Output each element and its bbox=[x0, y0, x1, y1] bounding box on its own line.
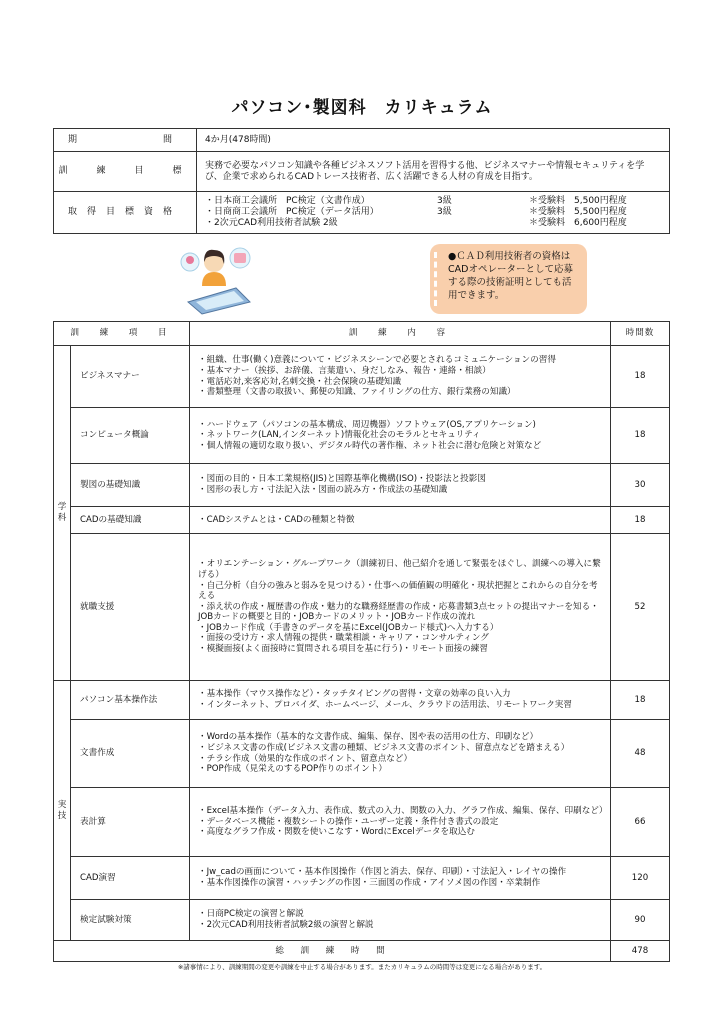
content-line: ・ネットワーク(LAN,インターネット)情報化社会のモラルとセキュリティ bbox=[198, 430, 481, 441]
subject-hours: 52 bbox=[611, 534, 670, 681]
qualification-item: ・日本商工会議所 PC検定（文書作成） 3級 ＊受験料 5,500円程度 bbox=[205, 196, 627, 206]
subject-hours: 18 bbox=[611, 681, 670, 720]
content-line: ・日商PC検定の演習と解説 bbox=[198, 909, 304, 920]
subject-hours: 120 bbox=[611, 857, 670, 900]
content-line: ・個人情報の適切な取り扱い、デジタル時代の著作権、ネット社会に潜む危険と対策など bbox=[198, 440, 542, 451]
content-line: ・図形の表し方・寸法記入法・図面の読み方・作成法の基礎知識 bbox=[198, 485, 448, 495]
content-line: ・Wordの基本操作（基本的な文書作成、編集、保存、図や表の活用の仕方、印刷など） bbox=[198, 732, 539, 743]
qualification-label: 取得目標資格 bbox=[54, 192, 197, 234]
woman-using-tablet-illustration bbox=[178, 244, 258, 316]
category-jitsugi: 実技 bbox=[54, 681, 71, 941]
curriculum-row bbox=[54, 346, 670, 408]
subject-name: 文書作成 bbox=[71, 720, 190, 788]
header-content: 訓 練 内 容 bbox=[190, 322, 611, 346]
subject-name: ビジネスマナー bbox=[71, 346, 190, 408]
content-line: ・組織、仕事(働く)意義について・ビジネスシーンで必要とされるコミュニケーションの習得 bbox=[198, 355, 556, 366]
content-line: ・電話応対,来客応対,名刺交換・社会保険の基礎知識 bbox=[198, 376, 402, 387]
subject-hours: 66 bbox=[611, 788, 670, 857]
content-line: ・高度なグラフ作成・関数を使いこなす・WordにExcelデータを取込む bbox=[198, 827, 475, 838]
course-info-table bbox=[53, 128, 670, 234]
content-line: ・面接の受け方・求人情報の提供・職業相談・キャリア・コンサルティング bbox=[198, 633, 489, 644]
header-item: 訓 練 項 目 bbox=[54, 322, 190, 346]
content-line: ・データベース機能・複数シートの操作・ユーザー定義・条件付き書式の設定 bbox=[198, 816, 499, 827]
qualification-item: ・2次元CAD利用技術者試験 2級 ＊受験料 6,600円程度 bbox=[205, 218, 627, 228]
subject-content bbox=[190, 464, 611, 507]
content-line: ・オリエンテーション・グループワーク（訓練初日、他己紹介を通して緊張をほぐし、訓練への導入に繋げる） bbox=[198, 559, 601, 580]
subject-name: 表計算 bbox=[71, 788, 190, 857]
subject-name: CADの基礎知識 bbox=[71, 507, 190, 534]
subject-content bbox=[190, 534, 611, 681]
goal-label: 訓 練 目 標 bbox=[54, 152, 197, 192]
subject-name: CAD演習 bbox=[71, 857, 190, 900]
content-line: ・2次元CAD利用技術者試験2級の演習と解説 bbox=[198, 920, 374, 930]
content-line: ・JOBカード作成（手書きのデータを基にExcel(JOBカード様式)へ入力する） bbox=[198, 622, 499, 633]
curriculum-row bbox=[54, 507, 670, 534]
content-line: ・図面の目的・日本工業規格(JIS)と国際基準化機構(ISO)・投影法と投影図 bbox=[198, 474, 486, 485]
total-label: 総 訓 練 時 間 bbox=[54, 941, 611, 962]
qualification-list bbox=[197, 192, 670, 234]
subject-name: 製図の基礎知識 bbox=[71, 464, 190, 507]
content-line: ・ハードウェア（パソコンの基本構成、周辺機器）ソフトウェア(OS,アプリケーション) bbox=[198, 419, 536, 430]
header-hours: 時間数 bbox=[611, 322, 670, 346]
subject-name: コンピュータ概論 bbox=[71, 408, 190, 464]
content-line: ・基本マナー（挨拶、お辞儀、言葉遣い、身だしなみ、報告・連絡・相談） bbox=[198, 365, 491, 376]
curriculum-row bbox=[54, 788, 670, 857]
footer-note: ※諸事情により、訓練期間の変更や訓練を中止する場合があります。またカリキュラムの時間等は変更になる場合があります。 bbox=[177, 963, 547, 971]
curriculum-row bbox=[54, 720, 670, 788]
content-line: ・CADシステムとは・CADの種類と特徴 bbox=[198, 514, 355, 525]
content-line: ・Excel基本操作（データ入力、表作成、数式の入力、関数の入力、グラフ作成、編集、保存、印刷など） bbox=[198, 806, 608, 817]
subject-content bbox=[190, 900, 611, 941]
curriculum-row bbox=[54, 464, 670, 507]
content-line: ・書類整理（文書の取扱い、郵便の知識、ファイリングの仕方、銀行業務の知識） bbox=[198, 387, 516, 398]
subject-content bbox=[190, 857, 611, 900]
subject-name: 就職支援 bbox=[71, 534, 190, 681]
subject-content bbox=[190, 408, 611, 464]
total-hours: 478 bbox=[611, 941, 670, 962]
subject-content bbox=[190, 788, 611, 857]
curriculum-row bbox=[54, 900, 670, 941]
subject-hours: 90 bbox=[611, 900, 670, 941]
subject-name: 検定試験対策 bbox=[71, 900, 190, 941]
curriculum-row bbox=[54, 857, 670, 900]
subject-hours: 18 bbox=[611, 408, 670, 464]
subject-hours: 30 bbox=[611, 464, 670, 507]
content-line: ・自己分析（自分の強みと弱みを見つける）・仕事への価値観の明確化・現状把握とこれからの自分を考える bbox=[198, 580, 598, 602]
curriculum-row bbox=[54, 681, 670, 720]
content-line: ・基本操作（マウス操作など）・タッチタイピングの習得・文章の効率の良い入力 bbox=[198, 689, 511, 700]
category-gakka: 学科 bbox=[54, 346, 71, 681]
subject-content bbox=[190, 346, 611, 408]
curriculum-row bbox=[54, 534, 670, 681]
subject-hours: 18 bbox=[611, 507, 670, 534]
content-line: ・POP作成（見栄えのするPOP作りのポイント） bbox=[198, 764, 387, 775]
total-row bbox=[54, 941, 670, 962]
period-value: 4か月(478時間) bbox=[197, 129, 670, 152]
curriculum-row bbox=[54, 408, 670, 464]
content-line: ・Jw_cadの画面について・基本作図操作（作図と消去、保存、印刷）・寸法記入・レイヤの操作 bbox=[198, 867, 567, 878]
content-line: ・基本作図操作の演習・ハッチングの作図・三面図の作成・アイソメ図の作図・卒業制作 bbox=[198, 878, 541, 888]
subject-content bbox=[190, 681, 611, 720]
content-line: ・模擬面接(よく面接時に質問される項目を基に行う)・リモート面接の練習 bbox=[198, 644, 488, 655]
content-line: ・チラシ作成（効果的な作成のポイント、留意点など） bbox=[198, 753, 413, 764]
subject-hours: 48 bbox=[611, 720, 670, 788]
qualification-item: ・日商商工会議所 PC検定（データ活用） 3級 ＊受験料 5,500円程度 bbox=[205, 207, 627, 217]
page-title: パソコン･製図科 カリキュラム bbox=[231, 98, 493, 118]
subject-name: パソコン基本操作法 bbox=[71, 681, 190, 720]
goal-value: 実務で必要なパソコン知識や各種ビジネスソフト活用を習得する他、ビジネスマナーや情報セキュリティを学び、企業で求められるCADトレース技術者、広く活躍できる人材の育成を目指す。 bbox=[197, 152, 670, 192]
curriculum-header-row bbox=[54, 322, 670, 346]
content-line: ・インターネット、プロバイダ、ホームページ、メール、クラウドの活用法、リモートワーク実習 bbox=[198, 700, 572, 710]
cad-qualification-note: ●ＣＡＤ利用技術者の資格はCADオペレーターとして応募する際の技術証明としても活用できます。 bbox=[430, 244, 587, 314]
period-label: 期 間 bbox=[54, 129, 197, 152]
curriculum-table bbox=[53, 321, 670, 962]
subject-hours: 18 bbox=[611, 346, 670, 408]
subject-content bbox=[190, 507, 611, 534]
subject-content bbox=[190, 720, 611, 788]
content-line: ・添え状の作成・履歴書の作成・魅力的な職務経歴書の作成・応募書類3点セットの提出マナーを知る・JOBカードの概要と目的・JOBカードのメリット・JOBカード作成の流れ bbox=[198, 601, 599, 623]
content-line: ・ビジネス文書の作成(ビジネス文書の種類、ビジネス文書のポイント、留意点などを踏まえる） bbox=[198, 742, 570, 753]
